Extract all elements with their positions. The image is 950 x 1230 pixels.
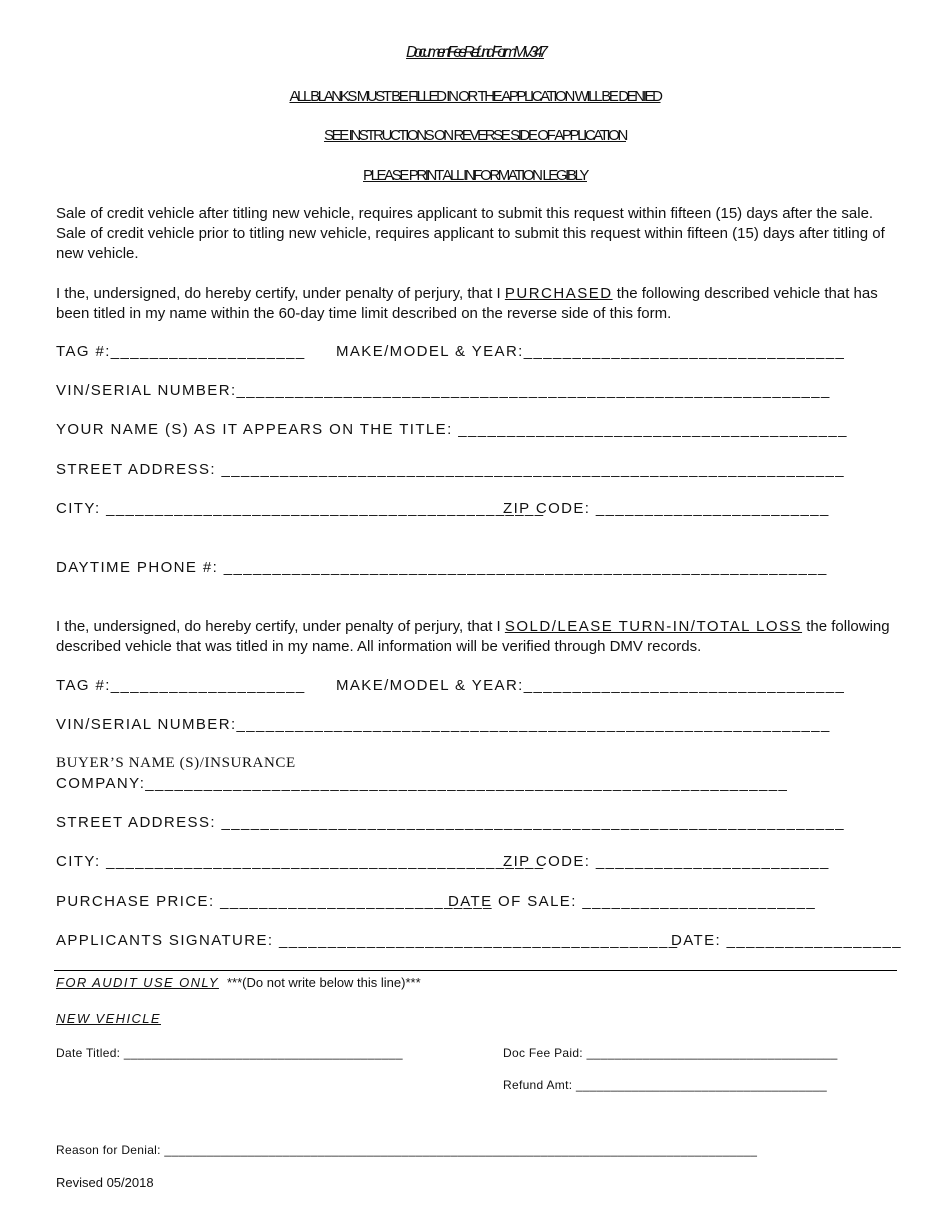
daytime-phone-field[interactable]: DAYTIME PHONE #: ______________________________________________________________	[56, 559, 828, 576]
refund-amount-field[interactable]: Refund Amt: ____________________________________	[503, 1078, 828, 1092]
sold-zip-field[interactable]: ZIP CODE: ________________________	[503, 853, 830, 870]
reason-for-denial-field[interactable]: Reason for Denial: _____________________________________________________________________________________	[56, 1143, 758, 1157]
cert-text: I the, undersigned, do hereby certify, under penalty of perjury, that I	[56, 618, 505, 635]
audit-note: ***(Do not write below this line)***	[227, 975, 421, 990]
cert-emphasis-purchased: PURCHASED	[504, 285, 613, 302]
purchased-tag-field[interactable]: TAG #:____________________	[56, 343, 306, 360]
heading-instructions: SEE INSTRUCTIONS ON REVERSE SIDE OF APPLICATION	[323, 127, 626, 144]
sold-vin-field[interactable]: VIN/SERIAL NUMBER:_____________________________________________________________	[56, 716, 831, 733]
sold-certification	[56, 617, 896, 657]
intro-paragraph: Sale of credit vehicle after titling new vehicle, requires applicant to submit this request within fifteen (15) days after the sale. Sale of credit vehicle prior to titling new vehicle, requires applicant to submit this request within fifteen (15) days after titling of new vehicle.	[56, 205, 885, 262]
cert-text: I the, undersigned, do hereby certify, under penalty of perjury, that I	[56, 285, 505, 302]
your-name-field[interactable]: YOUR NAME (S) AS IT APPEARS ON THE TITLE: ________________________________________	[56, 421, 848, 438]
date-titled-field[interactable]: Date Titled: ________________________________________	[56, 1046, 403, 1060]
revision-date: Revised 05/2018	[56, 1175, 154, 1190]
purchased-make-model-year-field[interactable]: MAKE/MODEL & YEAR:_________________________________	[336, 343, 846, 360]
heading-blanks-warning: ALL BLANKS MUST BE FILLED IN OR THE APPLICATION WILL BE DENIED	[289, 88, 661, 105]
new-vehicle-label: NEW VEHICLE	[56, 1011, 161, 1026]
applicant-signature-field[interactable]: APPLICANTS SIGNATURE: _________________________________________	[56, 932, 679, 949]
purchased-certification	[56, 284, 896, 324]
purchased-city-field[interactable]: CITY: _____________________________________________	[56, 500, 545, 517]
purchased-zip-field[interactable]: ZIP CODE: ________________________	[503, 500, 830, 517]
cert-text: the following described vehicle that has been titled in my name within the 60-day time limit described on the reverse side of this form.	[56, 285, 878, 322]
signature-date-field[interactable]: DATE: __________________	[671, 932, 902, 949]
purchase-price-field[interactable]: PURCHASE PRICE: ____________________________	[56, 893, 493, 910]
audit-use-only-label: FOR AUDIT USE ONLY	[56, 975, 219, 990]
purchased-street-field[interactable]: STREET ADDRESS: ________________________________________________________________	[56, 461, 845, 478]
sold-street-field[interactable]: STREET ADDRESS: ________________________________________________________________	[56, 814, 845, 831]
doc-fee-paid-field[interactable]: Doc Fee Paid: ____________________________________	[503, 1046, 838, 1060]
cert-text: the following described vehicle that was titled in my name. All information will be verified through DMV records.	[56, 618, 890, 655]
purchased-vin-field[interactable]: VIN/SERIAL NUMBER:_____________________________________________________________	[56, 382, 831, 399]
buyer-name-label: BUYER’S NAME (S)/INSURANCE	[56, 755, 296, 771]
sold-city-field[interactable]: CITY: _____________________________________________	[56, 853, 545, 870]
heading-print-legibly: PLEASE PRINT ALL INFORMATION LEGIBLY	[363, 167, 587, 184]
date-of-sale-field[interactable]: DATE OF SALE: ________________________	[448, 893, 817, 910]
sold-make-model-year-field[interactable]: MAKE/MODEL & YEAR:_________________________________	[336, 677, 846, 694]
form-title: Document Fee Refund Form MV347	[406, 44, 544, 61]
sold-tag-field[interactable]: TAG #:____________________	[56, 677, 306, 694]
audit-divider	[54, 970, 897, 971]
buyer-insurance-company-field[interactable]: COMPANY:__________________________________________________________________	[56, 775, 789, 792]
cert-emphasis-sold: SOLD/LEASE TURN-IN/TOTAL LOSS	[504, 618, 803, 635]
